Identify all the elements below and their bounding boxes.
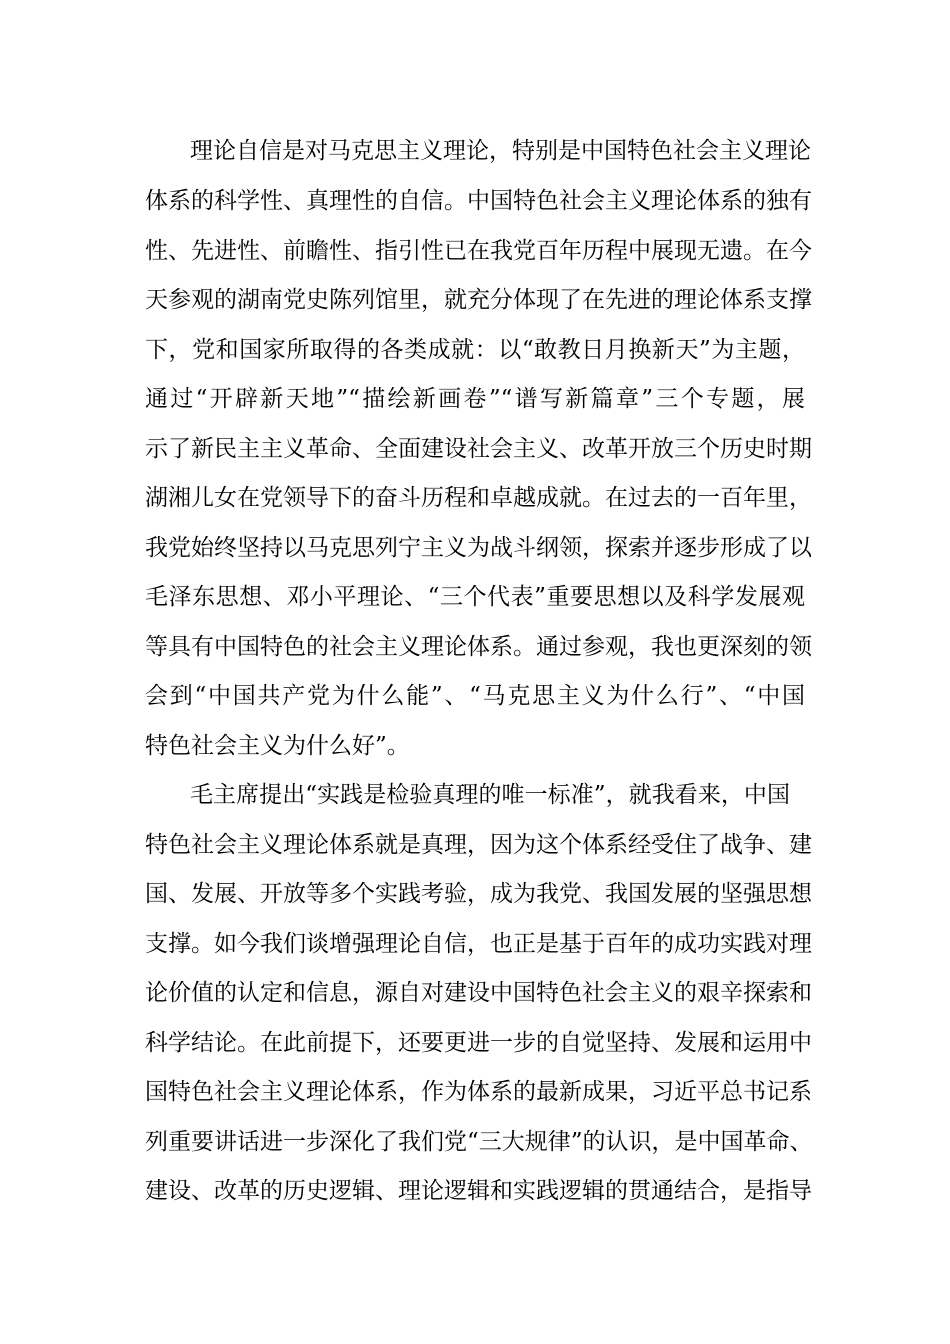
paragraph-2-line-1: 毛主席提出“实践是检验真理的唯一标准”，就我看来，中国 — [190, 782, 790, 808]
paragraph-1-line-3: 性、先进性、前瞻性、指引性已在我党百年历程中展现无遗。在今 — [145, 238, 812, 264]
paragraph-2-line-5: 论价值的认定和信息，源自对建设中国特色社会主义的艰辛探索和 — [145, 980, 812, 1006]
paragraph-1-line-7: 示了新民主主义革命、全面建设社会主义、改革开放三个历史时期 — [145, 436, 812, 462]
paragraph-2-line-4: 支撑。如今我们谈增强理论自信，也正是基于百年的成功实践对理 — [145, 931, 812, 957]
paragraph-1-line-6: 通过“开辟新天地”“描绘新画卷”“谱写新篇章”三个专题，展 — [145, 386, 805, 412]
paragraph-1-line-2: 体系的科学性、真理性的自信。中国特色社会主义理论体系的独有 — [145, 188, 812, 214]
paragraph-2-line-8: 列重要讲话进一步深化了我们党“三大规律”的认识，是中国革命、 — [145, 1129, 813, 1155]
paragraph-2-line-2: 特色社会主义理论体系就是真理，因为这个体系经受住了战争、建 — [145, 832, 812, 858]
paragraph-1-line-4: 天参观的湖南党史陈列馆里，就充分体现了在先进的理论体系支撑 — [145, 287, 812, 313]
paragraph-2-line-7: 国特色社会主义理论体系，作为体系的最新成果，习近平总书记系 — [145, 1079, 812, 1105]
paragraph-1-line-9: 我党始终坚持以马克思列宁主义为战斗纲领，探索并逐步形成了以 — [145, 535, 812, 561]
paragraph-1-line-12: 会到“中国共产党为什么能”、“马克思主义为什么行”、“中国 — [145, 683, 805, 709]
paragraph-1-line-11: 等具有中国特色的社会主义理论体系。通过参观，我也更深刻的领 — [145, 634, 812, 660]
paragraph-1-line-8: 湖湘儿女在党领导下的奋斗历程和卓越成就。在过去的一百年里， — [145, 485, 812, 511]
paragraph-1-line-1: 理论自信是对马克思主义理论，特别是中国特色社会主义理论 — [190, 138, 811, 164]
paragraph-1-line-5: 下，党和国家所取得的各类成就：以“敢教日月换新天”为主题， — [145, 337, 805, 363]
paragraph-1-line-10: 毛泽东思想、邓小平理论、“三个代表”重要思想以及科学发展观 — [145, 584, 805, 610]
paragraph-2-line-9: 建设、改革的历史逻辑、理论逻辑和实践逻辑的贯通结合，是指导 — [145, 1178, 812, 1204]
paragraph-2-line-3: 国、发展、开放等多个实践考验，成为我党、我国发展的坚强思想 — [145, 881, 812, 907]
paragraph-1-line-13: 特色社会主义为什么好”。 — [145, 733, 410, 759]
paragraph-2-line-6: 科学结论。在此前提下，还要更进一步的自觉坚持、发展和运用中 — [145, 1030, 812, 1056]
